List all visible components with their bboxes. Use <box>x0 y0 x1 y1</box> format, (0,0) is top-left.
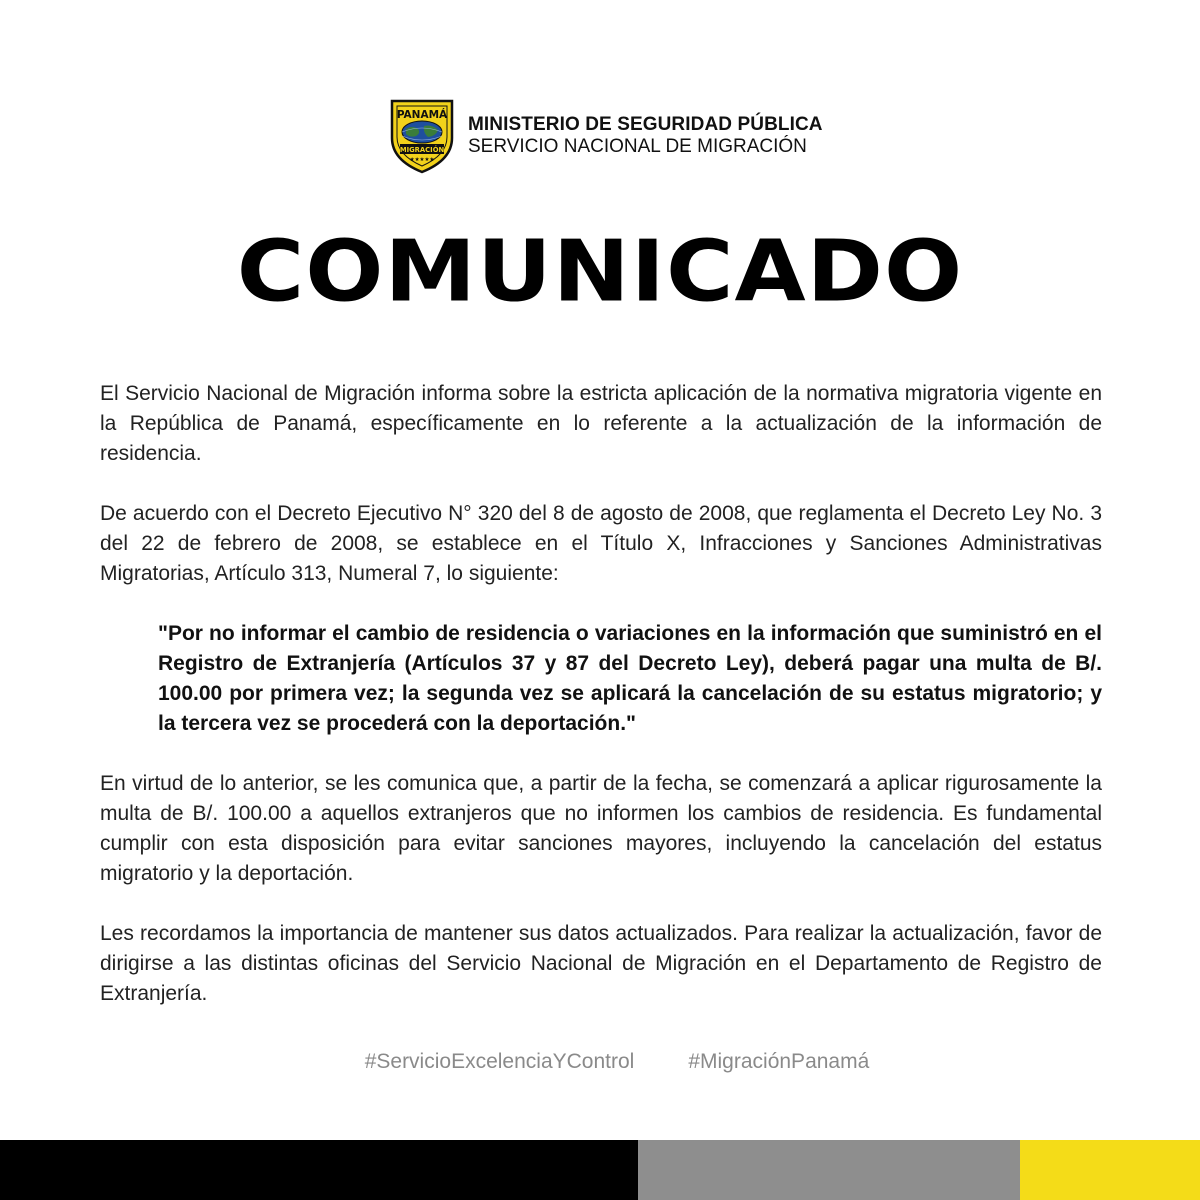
communique-body <box>100 379 1102 1039</box>
paragraph-decree: De acuerdo con el Decreto Ejecutivo N° 320 del 8 de agosto de 2008, que reglamenta el Decreto Ley No. 3 del 22 de febrero de 2008, se establece en el Título X, Infracciones y Sanciones Administrativas Migratorias, Artículo 313, Numeral 7, lo siguiente: <box>100 502 1102 585</box>
seal-top-text: PANAMÁ <box>396 109 448 121</box>
ministry-name: MINISTERIO DE SEGURIDAD PÚBLICA <box>468 114 823 135</box>
bar-segment-gray <box>638 1140 1020 1200</box>
organization-name <box>468 114 823 158</box>
service-name: SERVICIO NACIONAL DE MIGRACIÓN <box>468 136 807 157</box>
decree-quote: "Por no informar el cambio de residencia o variaciones en la información que suministró en el Registro de Extranjería (Artículos 37 y 87 del Decreto Ley), deberá pagar una multa de B/. 100.00 por primera vez; la segunda vez se aplicará la cancelación de su estatus migratorio; y la tercera vez se procederá con la deportación." <box>158 622 1102 735</box>
migration-seal-logo <box>388 98 456 174</box>
hashtags <box>0 1050 1200 1074</box>
seal-stars: ★★★★★ <box>409 157 435 163</box>
seal-band-text: MIGRACIÓN <box>399 146 445 154</box>
hashtag-migracion: #MigraciónPanamá <box>688 1050 870 1073</box>
hashtag-servicio: #ServicioExcelenciaYControl <box>364 1050 635 1073</box>
paragraph-enforcement: En virtud de lo anterior, se les comunica que, a partir de la fecha, se comenzará a aplicar rigurosamente la multa de B/. 100.00 a aquellos extranjeros que no informen los cambios de residencia. Es fundamental cumplir con esta disposición para evitar sanciones mayores, incluyendo la cancelación del estatus migratorio y la deportación. <box>100 772 1102 885</box>
header <box>388 98 823 174</box>
page-title: COMUNICADO <box>236 222 964 321</box>
paragraph-reminder: Les recordamos la importancia de mantener sus datos actualizados. Para realizar la actualización, favor de dirigirse a las distintas oficinas del Servicio Nacional de Migración en el Departamento de Registro de Extranjería. <box>100 922 1102 1005</box>
bar-segment-black <box>0 1140 638 1200</box>
bar-segment-yellow <box>1020 1140 1200 1200</box>
paragraph-intro: El Servicio Nacional de Migración informa sobre la estricta aplicación de la normativa migratoria vigente en la República de Panamá, específicamente en lo referente a la actualización de la información de residencia. <box>100 382 1102 465</box>
bottom-color-bar <box>0 1140 1200 1200</box>
